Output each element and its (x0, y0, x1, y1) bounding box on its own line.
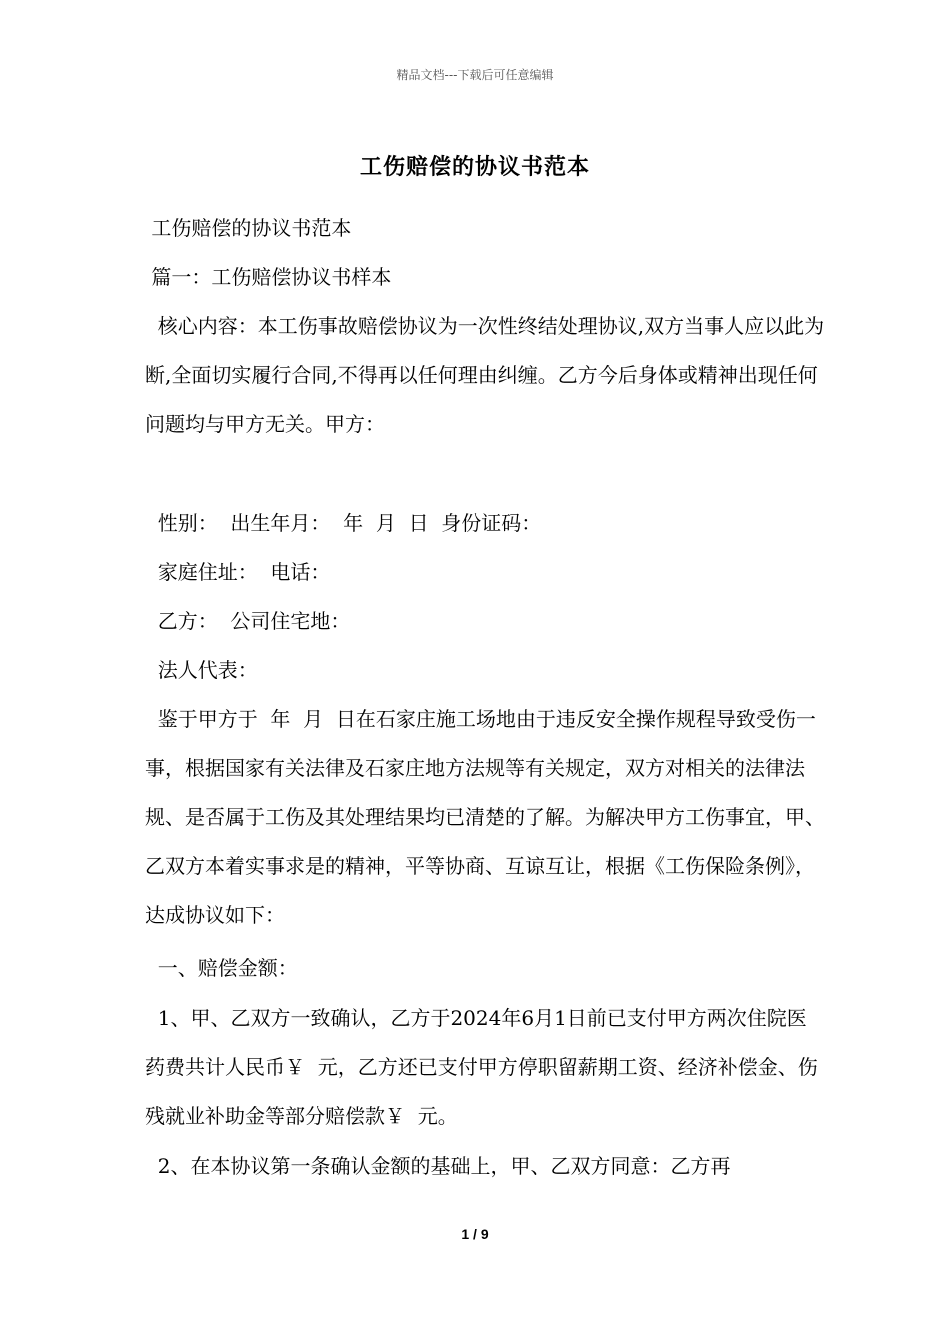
paragraph-clause-one: 1、甲、乙双方一致确认，乙方于2024年6月1日前已支付甲方两次住院医药费共计人民币￥ 元，乙方还已支付甲方停职留薪期工资、经济补偿金、伤残就业补助金等部分赔偿款￥ 元。 (145, 1006, 818, 1128)
page-current: 1 (461, 1226, 470, 1242)
page-total: 9 (480, 1226, 489, 1242)
paragraph-chapter-heading: 篇一：工伤赔偿协议书样本 (145, 265, 392, 289)
paragraph-party-b: 乙方： 公司住宅地： (145, 609, 351, 633)
paragraph-preamble: 鉴于甲方于 年 月 日在石家庄施工场地由于违反安全操作规程导致受伤一事，根据国家有关法律及石家庄地方法规等有关规定，双方对相关的法律法规、是否属于工伤及其处理结果均已清楚的了解。为解决甲方工伤事宜，甲、乙双方本着实事求是的精神，平等协商、互谅互让，根据《工伤保险条例》，达成协议如下： (145, 707, 825, 927)
page-header: 精品文档---下载后可任意编辑 (396, 68, 554, 82)
paragraph-core-content: 核心内容：本工伤事故赔偿协议为一次性终结处理协议,双方当事人应以此为断,全面切实履行合同,不得再以任何理由纠缠。乙方今后身体或精神出现任何问题均与甲方无关。甲方： (145, 314, 825, 436)
page-separator: / (469, 1226, 481, 1242)
paragraph-clause-two: 2、在本协议第一条确认金额的基础上，甲、乙双方同意：乙方再 (145, 1154, 731, 1178)
paragraph-party-a-details: 性别： 出生年月： 年 月 日 身份证码： (145, 511, 542, 535)
paragraph-section-one: 一、赔偿金额： (145, 956, 298, 980)
paragraph-party-a-address: 家庭住址： 电话： (145, 560, 331, 584)
page-number (0, 1226, 950, 1242)
paragraph-legal-rep: 法人代表： (145, 658, 258, 682)
paragraph-subtitle: 工伤赔偿的协议书范本 (145, 216, 352, 240)
document-title: 工伤赔偿的协议书范本 (359, 154, 590, 180)
